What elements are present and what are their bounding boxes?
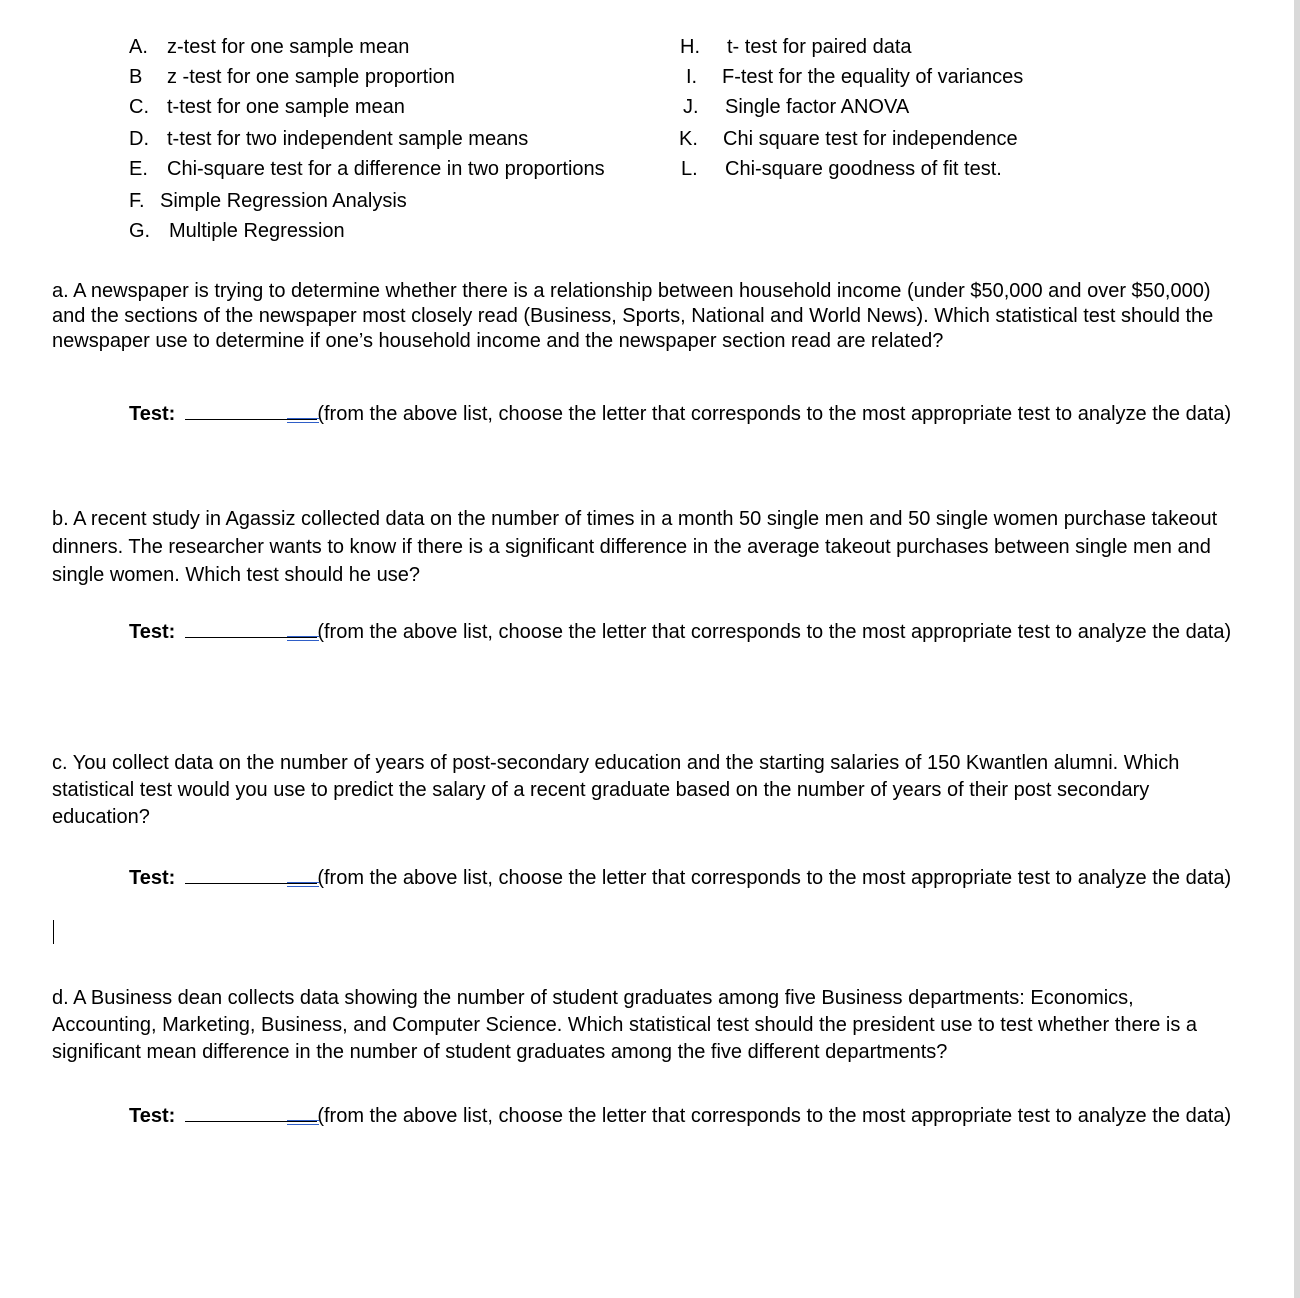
option-letter: F. [129,190,145,212]
option-letter: H. [680,36,700,58]
test-label: Test: [129,867,176,889]
option-letter: K. [679,128,698,150]
option-letter: L. [681,158,698,180]
question-b: b. A recent study in Agassiz collected data on the number of times in a month 50 single men and 50 single women purchase takeout dinners. The researcher wants to know if there is a significant difference in the average takeout purchases between single men and single women. Which test should he use? [52,508,1218,586]
hyperlink-mark [287,418,319,423]
option-letter: D. [129,128,149,150]
scrollbar-edge [1294,0,1300,1298]
option-text: Chi-square goodness of fit test. [725,158,1002,180]
test-answer-a [129,401,1249,428]
answer-blank[interactable] [185,401,317,420]
option-text: z -test for one sample proportion [167,66,455,88]
option-text: t-test for two independent sample means [167,128,529,150]
instruction-text: (from the above list, choose the letter that corresponds to the most appropriate test to analyze the data) [317,1105,1232,1127]
test-label: Test: [129,1105,176,1127]
option-text: Chi-square test for a difference in two proportions [167,158,605,180]
answer-blank[interactable] [185,619,317,638]
option-letter: E. [129,158,148,180]
test-answer-d [129,1103,1249,1130]
option-text: z-test for one sample mean [167,36,410,58]
instruction-text: (from the above list, choose the letter that corresponds to the most appropriate test to analyze the data) [317,621,1232,643]
question-d: d. A Business dean collects data showing the number of student graduates among five Business departments: Economics, Accounting, Marketing, Business, and Computer Science. Which statistical test should the president use to test whether there is a significant mean difference in the number of student graduates among the five different departments? [52,987,1198,1063]
option-letter: C. [129,96,149,118]
option-text: F-test for the equality of variances [722,66,1024,88]
option-letter: A. [129,36,148,58]
test-label: Test: [129,621,176,643]
hyperlink-mark [287,636,319,641]
option-text: Chi square test for independence [723,128,1018,150]
instruction-text: (from the above list, choose the letter that corresponds to the most appropriate test to analyze the data) [317,403,1232,425]
instruction-text: (from the above list, choose the letter that corresponds to the most appropriate test to analyze the data) [317,867,1232,889]
test-label: Test: [129,403,176,425]
hyperlink-mark [287,882,319,887]
option-letter: I. [686,66,698,88]
option-letter: G. [129,220,151,242]
test-answer-c [129,865,1249,892]
text-cursor [53,920,54,944]
hyperlink-mark [287,1120,319,1125]
option-text: Simple Regression Analysis [160,190,407,212]
question-c: c. You collect data on the number of years of post-secondary education and the starting salaries of 150 Kwantlen alumni. Which statistical test would you use to predict the salary of a recent graduate based on the number of years of their post secondary education? [52,752,1180,828]
answer-blank[interactable] [185,1103,317,1122]
option-text: Single factor ANOVA [725,96,910,118]
question-a: a. A newspaper is trying to determine whether there is a relationship between household income (under $50,000 and over $50,000) and the sections of the newspaper most closely read (Business, Sports, National and World News). Which statistical test should the newspaper use to determine if one’s household income and the newspaper section read are related? [52,280,1214,352]
option-text: t-test for one sample mean [167,96,405,118]
answer-blank[interactable] [185,865,317,884]
option-text: Multiple Regression [169,220,345,242]
option-letter: B [129,66,143,88]
test-answer-b [129,619,1249,646]
option-letter: J. [683,96,699,118]
option-text: t- test for paired data [727,36,912,58]
